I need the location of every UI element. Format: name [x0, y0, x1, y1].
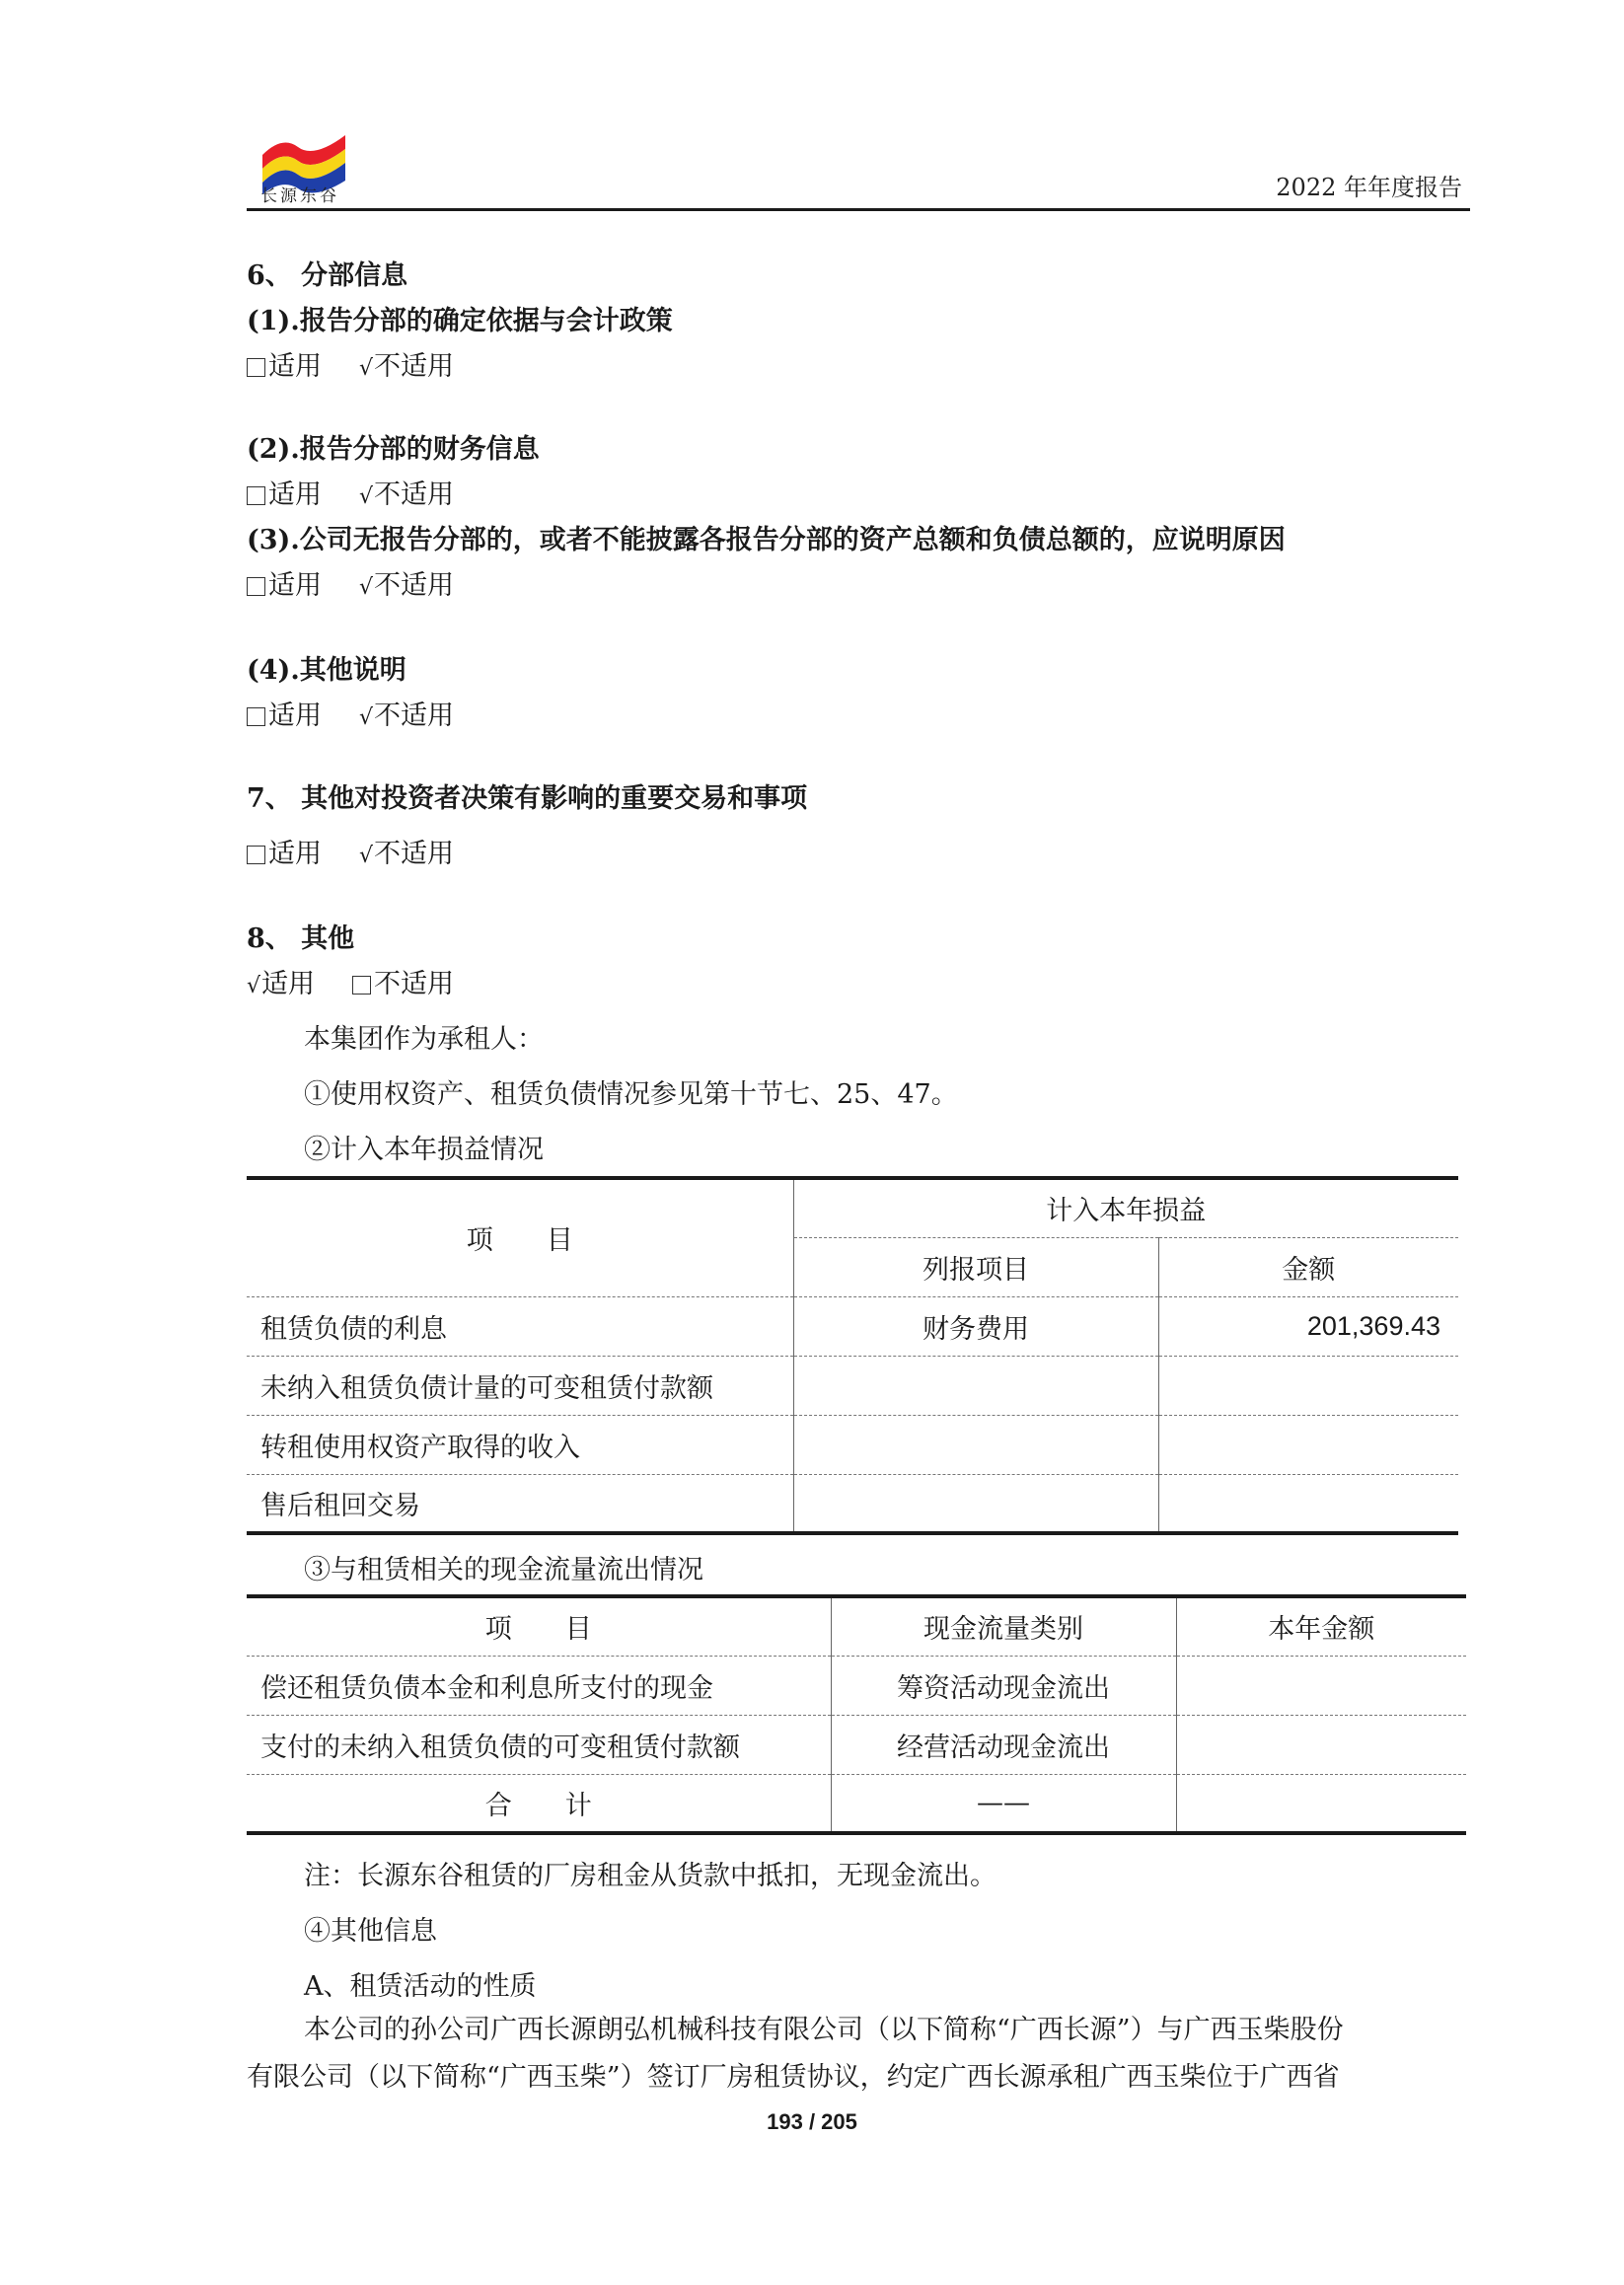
sub3-options	[247, 568, 454, 606]
cell-category: 筹资活动现金流出	[831, 1656, 1176, 1715]
item-lease-nature: A、租赁活动的性质	[304, 1971, 537, 2002]
header-amount: 本年金额	[1176, 1596, 1466, 1656]
section6-title: 6、 分部信息	[247, 260, 408, 291]
table-row	[247, 1296, 1458, 1356]
cell-item: 支付的未纳入租赁负债的可变租赁付款额	[247, 1715, 831, 1774]
section8-title: 8、 其他	[247, 923, 355, 954]
cell-item: 偿还租赁负债本金和利息所支付的现金	[247, 1656, 831, 1715]
checkmark-icon: √	[359, 844, 374, 868]
option-applicable: 适用	[247, 699, 322, 734]
cell-item: 售后租回交易	[260, 1490, 420, 1521]
header-amount: 金额	[1158, 1237, 1458, 1296]
cell-amount	[1158, 1415, 1458, 1474]
table-row	[247, 1474, 1458, 1533]
table-header-row	[247, 1596, 1466, 1656]
option-not-applicable: √不适用	[359, 699, 454, 736]
checkbox-empty-icon	[247, 486, 265, 505]
checkbox-empty-icon	[247, 707, 265, 726]
cell-item: 转租使用权资产取得的收入	[247, 1415, 793, 1474]
profit-loss-table	[247, 1176, 1458, 1535]
header-category: 现金流量类别	[831, 1596, 1176, 1656]
option-applicable: 适用	[247, 349, 322, 385]
item-profit-loss: ②计入本年损益情况	[304, 1135, 544, 1165]
page-header	[247, 116, 1470, 211]
option-applicable: 适用	[247, 478, 322, 513]
sub3-title: (3).公司无报告分部的，或者不能披露各报告分部的资产总额和负债总额的，应说明原因	[247, 525, 1286, 555]
sub2-options	[247, 478, 454, 515]
option-not-applicable: √不适用	[359, 837, 454, 874]
checkmark-icon: √	[247, 974, 261, 998]
cell-amount	[1176, 1774, 1466, 1833]
option-applicable: 适用	[247, 837, 322, 872]
cash-outflow-table	[247, 1594, 1466, 1835]
table-row	[247, 1356, 1458, 1415]
checkmark-icon: √	[359, 484, 374, 509]
table-row	[247, 1656, 1466, 1715]
table-header-row	[247, 1178, 1458, 1237]
option-not-applicable: √不适用	[359, 349, 454, 387]
cell-category: ——	[831, 1774, 1176, 1833]
checkmark-icon: √	[359, 356, 374, 381]
cell-category: 经营活动现金流出	[831, 1715, 1176, 1774]
paragraph-line-1: 本公司的孙公司广西长源朗弘机械科技有限公司（以下简称“广西长源”）与广西玉柴股份	[304, 2015, 1344, 2045]
table-row	[247, 1715, 1466, 1774]
cell-amount: 201,369.43	[1158, 1296, 1458, 1356]
sub4-options	[247, 699, 454, 736]
cell-amount	[1176, 1656, 1466, 1715]
checkbox-empty-icon	[352, 976, 371, 995]
cell-report-item: 财务费用	[793, 1296, 1158, 1356]
sub2-title: (2).报告分部的财务信息	[247, 434, 540, 465]
cell-report-item	[793, 1474, 1158, 1533]
checkmark-icon: √	[359, 705, 374, 730]
checkbox-empty-icon	[247, 358, 265, 377]
section7-options	[247, 837, 454, 874]
cell-report-item	[793, 1415, 1158, 1474]
page-number: 193 / 205	[767, 2109, 857, 2134]
section7-title: 7、 其他对投资者决策有影响的重要交易和事项	[247, 783, 808, 814]
option-applicable: √适用	[247, 967, 315, 1004]
cell-report-item	[793, 1356, 1158, 1415]
header-item: 项 目	[247, 1178, 793, 1296]
cell-item: 租赁负债的利息	[247, 1296, 793, 1356]
header-item: 项 目	[247, 1596, 831, 1656]
cell-item: 未纳入租赁负债计量的可变租赁付款额	[247, 1356, 793, 1415]
cell-item: 合 计	[484, 1790, 592, 1821]
note: 注：长源东谷租赁的厂房租金从货款中抵扣，无现金流出。	[304, 1861, 997, 1891]
sub4-title: (4).其他说明	[247, 655, 406, 686]
item-cash-outflow: ③与租赁相关的现金流量流出情况	[304, 1555, 703, 1585]
checkbox-empty-icon	[247, 577, 265, 596]
checkmark-icon: √	[359, 575, 374, 600]
table-total-row	[247, 1774, 1466, 1833]
cell-amount	[1158, 1356, 1458, 1415]
sub1-title: (1).报告分部的确定依据与会计政策	[247, 306, 673, 336]
lessee-intro: 本集团作为承租人：	[304, 1024, 544, 1055]
item-other-info: ④其他信息	[304, 1916, 437, 1947]
section8-options	[247, 967, 454, 1004]
option-applicable: 适用	[247, 568, 322, 604]
paragraph-line-2: 有限公司（以下简称“广西玉柴”）签订厂房租赁协议，约定广西长源承租广西玉柴位于广西省	[247, 2062, 1340, 2093]
cell-amount	[1176, 1715, 1466, 1774]
option-not-applicable: √不适用	[359, 568, 454, 606]
table-row	[247, 1415, 1458, 1474]
header-group: 计入本年损益	[793, 1178, 1458, 1237]
report-title: 2022 年年度报告	[1276, 174, 1462, 201]
item-right-of-use: ①使用权资产、租赁负债情况参见第十节七、25、47。	[304, 1079, 958, 1110]
option-not-applicable: √不适用	[359, 478, 454, 515]
sub1-options	[247, 349, 454, 387]
logo-text: 长源东谷	[260, 186, 339, 206]
option-not-applicable: 不适用	[352, 967, 454, 1002]
header-report-item: 列报项目	[793, 1237, 1158, 1296]
checkbox-empty-icon	[247, 846, 265, 864]
cell-amount	[1158, 1474, 1458, 1533]
